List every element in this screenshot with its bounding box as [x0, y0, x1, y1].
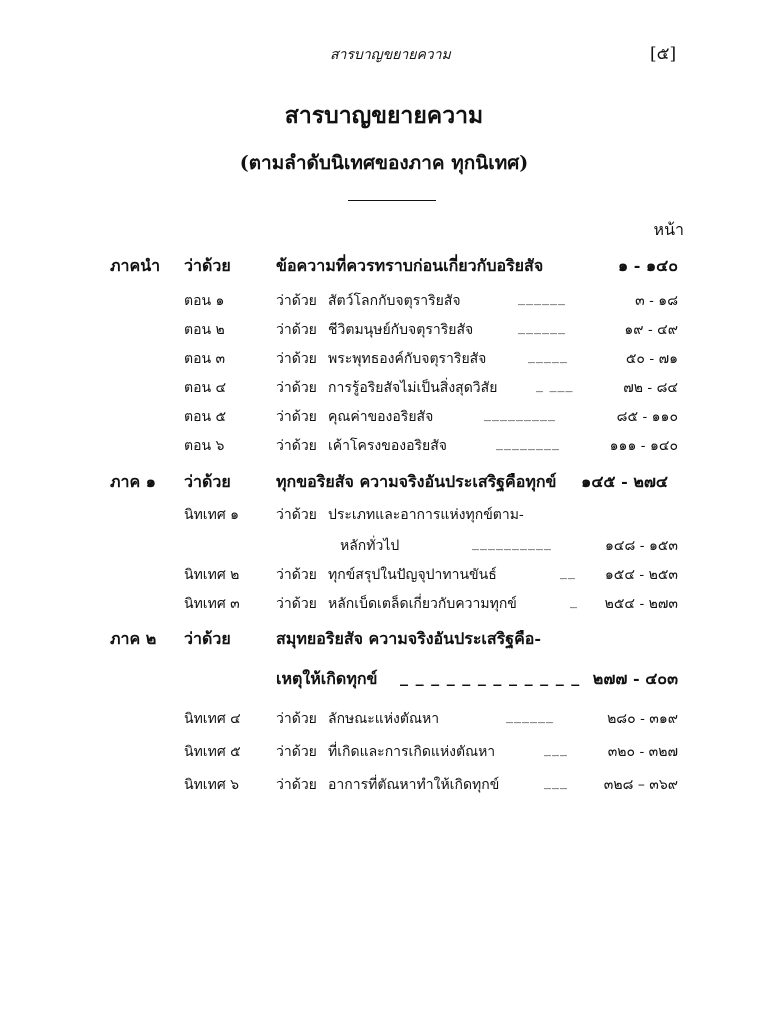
item-leader: __________ — [472, 535, 552, 551]
item-label: นิทเทศ ๒ — [184, 567, 240, 583]
toc-item[interactable] — [0, 290, 768, 320]
item-pages: ๘๕ - ๑๑๐ — [616, 409, 678, 425]
item-title: คุณค่าของอริยสัจ — [328, 409, 434, 425]
item-title-continued: หลักทั่วไป — [340, 538, 400, 554]
toc-part-2-continued[interactable] — [0, 667, 768, 697]
item-wa: ว่าด้วย — [276, 744, 317, 760]
item-pages: ๕๐ - ๗๑ — [625, 351, 678, 367]
toc-item[interactable] — [0, 564, 768, 594]
item-label: ตอน ๒ — [184, 322, 225, 338]
item-leader: ______ — [506, 708, 554, 724]
item-title: ประเภทและอาการแห่งทุกข์ตาม- — [328, 507, 524, 523]
item-label: นิทเทศ ๑ — [184, 507, 240, 523]
item-leader: ___ — [544, 774, 568, 790]
toc-item[interactable] — [0, 504, 768, 534]
item-wa: ว่าด้วย — [276, 351, 317, 367]
toc-item[interactable] — [0, 319, 768, 349]
item-leader: ________ — [496, 435, 560, 451]
toc-item[interactable] — [0, 593, 768, 623]
running-title: สารบาญขยายความ — [330, 47, 451, 63]
item-wa: ว่าด้วย — [276, 711, 317, 727]
item-pages: ๒๘๐ - ๓๑๙ — [607, 711, 678, 727]
item-pages: ๑๔๘ - ๑๕๓ — [605, 538, 678, 554]
item-wa: ว่าด้วย — [276, 380, 317, 396]
part-title-continued: เหตุให้เกิดทุกข์ — [276, 669, 378, 688]
item-pages: ๓ - ๑๘ — [635, 293, 678, 309]
item-pages: ๓๒๐ - ๓๒๗ — [607, 744, 678, 760]
part-pages: ๑๔๕ - ๒๗๔ — [581, 472, 668, 491]
item-label: นิทเทศ ๓ — [184, 596, 240, 612]
item-title: ที่เกิดและการเกิดแห่งตัณหา — [328, 744, 496, 760]
toc-item[interactable] — [0, 435, 768, 465]
item-leader: _____ — [528, 348, 568, 364]
item-label: ตอน ๕ — [184, 409, 227, 425]
toc-item[interactable] — [0, 377, 768, 407]
part-wa: ว่าด้วย — [184, 472, 231, 491]
item-title: สัตว์โลกกับจตุราริยสัจ — [328, 293, 461, 309]
item-title: หลักเบ็ดเตล็ดเกี่ยวกับความทุกข์ — [328, 596, 517, 612]
item-title: อาการที่ตัณหาทำให้เกิดทุกข์ — [328, 777, 500, 793]
toc-item[interactable] — [0, 741, 768, 771]
item-pages: ๓๒๘ – ๓๖๙ — [603, 777, 678, 793]
item-label: ตอน ๔ — [184, 380, 227, 396]
item-leader: ___ — [544, 741, 568, 757]
title-divider — [348, 200, 436, 201]
item-title: พระพุทธองค์กับจตุราริยสัจ — [328, 351, 487, 367]
part-label: ภาคนำ — [110, 256, 161, 275]
part-label: ภาค ๑ — [110, 472, 156, 491]
item-leader: ______ — [518, 290, 566, 306]
toc-item[interactable] — [0, 774, 768, 804]
item-leader: _ ___ — [536, 377, 574, 393]
toc-item[interactable] — [0, 406, 768, 436]
part-wa: ว่าด้วย — [184, 256, 231, 275]
toc-part-2[interactable] — [0, 627, 768, 657]
part-label: ภาค ๒ — [110, 629, 157, 648]
item-wa: ว่าด้วย — [276, 438, 317, 454]
item-label: ตอน ๓ — [184, 351, 226, 367]
item-title: เค้าโครงของอริยสัจ — [328, 438, 447, 454]
part-wa: ว่าด้วย — [184, 629, 231, 648]
item-wa: ว่าด้วย — [276, 567, 317, 583]
part-leader: _ _ _ _ _ _ _ _ _ _ _ _ — [400, 667, 581, 686]
item-pages: ๗๒ - ๘๔ — [623, 380, 678, 396]
item-wa: ว่าด้วย — [276, 777, 317, 793]
item-wa: ว่าด้วย — [276, 322, 317, 338]
part-title: ข้อความที่ควรทราบก่อนเกี่ยวกับอริยสัจ — [276, 256, 544, 275]
item-pages: ๑๑๑ - ๑๔๐ — [609, 438, 678, 454]
page-title: สารบาญขยายความ — [284, 102, 484, 129]
page-subtitle: (ตามลำดับนิเทศของภาค ทุกนิเทศ) — [239, 152, 529, 174]
item-label: นิทเทศ ๔ — [184, 711, 241, 727]
item-leader: ______ — [518, 319, 566, 335]
part-pages: ๒๗๗ - ๔๐๓ — [592, 669, 678, 688]
item-label: นิทเทศ ๖ — [184, 777, 240, 793]
toc-part-1[interactable] — [0, 470, 768, 500]
item-leader: _ — [570, 593, 578, 609]
part-pages: ๑ - ๑๔๐ — [618, 256, 678, 275]
item-title: ชีวิตมนุษย์กับจตุราริยสัจ — [328, 322, 474, 338]
item-pages: ๒๕๔ - ๒๗๓ — [604, 596, 678, 612]
item-wa: ว่าด้วย — [276, 293, 317, 309]
item-wa: ว่าด้วย — [276, 596, 317, 612]
item-title: การรู้อริยสัจไม่เป็นสิ่งสุดวิสัย — [328, 380, 498, 396]
toc-item[interactable] — [0, 348, 768, 378]
item-wa: ว่าด้วย — [276, 507, 317, 523]
part-title: ทุกขอริยสัจ ความจริงอันประเสริฐคือทุกข์ — [276, 472, 557, 491]
toc-part-intro[interactable] — [0, 254, 768, 284]
page-column-label: หน้า — [653, 220, 684, 239]
item-leader: __ — [560, 564, 576, 580]
item-pages: ๑๙ - ๔๙ — [624, 322, 678, 338]
toc-item[interactable] — [0, 708, 768, 738]
item-wa: ว่าด้วย — [276, 409, 317, 425]
item-label: นิทเทศ ๕ — [184, 744, 241, 760]
item-title: ทุกข์สรุปในปัญจุปาทานขันธ์ — [328, 567, 497, 583]
item-label: ตอน ๑ — [184, 293, 225, 309]
item-leader: _________ — [484, 406, 556, 422]
toc-item-continued[interactable] — [0, 535, 768, 565]
item-title: ลักษณะแห่งตัณหา — [328, 711, 440, 727]
item-pages: ๑๕๔ - ๒๕๓ — [604, 567, 678, 583]
part-title: สมุทยอริยสัจ ความจริงอันประเสริฐคือ- — [276, 629, 542, 648]
page-number: [๕] — [650, 44, 677, 64]
item-label: ตอน ๖ — [184, 438, 225, 454]
